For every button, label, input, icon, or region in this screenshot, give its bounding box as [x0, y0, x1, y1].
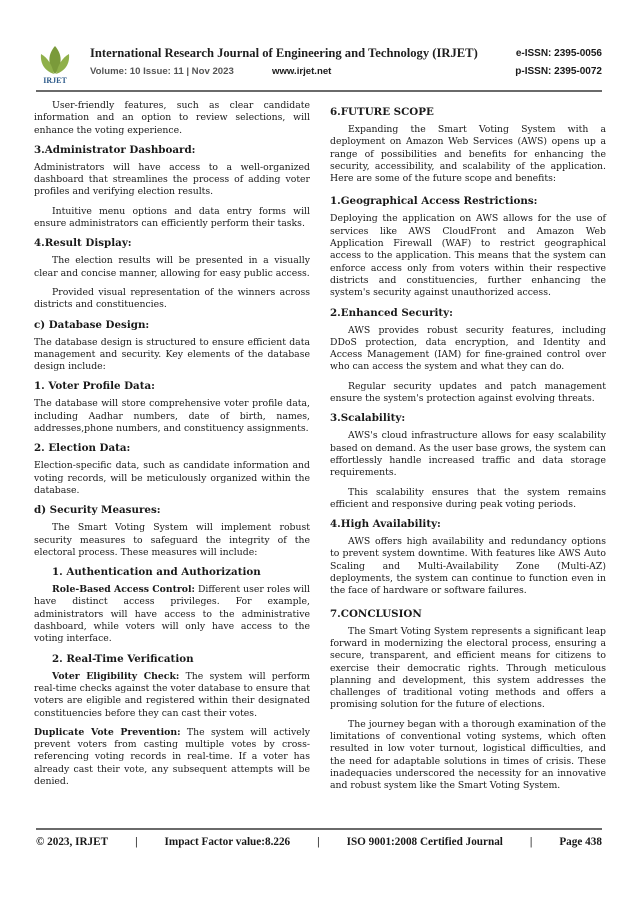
paragraph: User-friendly features, such as clear candidate information and an option to review selections, will enhance the voting experience. — [34, 100, 310, 136]
paragraph: AWS's cloud infrastructure allows for easy scalability based on demand. As the user base grows, the system can effortlessly handle increased traffic and data storage requirements. — [330, 430, 606, 479]
footer-separator: | — [135, 836, 138, 848]
paragraph: Administrators will have access to a well-organized dashboard that streamlines the process of adding voter profiles and verifying election results. — [34, 161, 310, 198]
pissn: p-ISSN: 2395-0072 — [515, 66, 602, 77]
paragraph — [34, 584, 310, 645]
heading-voter-profile: 1. Voter Profile Data: — [34, 380, 155, 393]
paragraph: AWS offers high availability and redundancy options to prevent system downtime. With features like AWS Auto Scaling and Multi-Availability Zone (Multi-AZ) deployments, the system can continue to function even in the face of hardware or software failures. — [330, 536, 606, 597]
paragraph: The journey began with a thorough examination of the limitations of conventional voting systems, which often resulted in low voter turnout, logistical difficulties, and the need for adaptable solutions in times of crisis. These inadequacies underscored the necessity for an innovative and robust system like the Smart Voting System. — [330, 718, 606, 792]
paragraph: The election results will be presented in a visually clear and concise manner, allowing for easy public access. — [34, 255, 310, 279]
paragraph: Election-specific data, such as candidate information and voting records, will be meticulously organized within the database. — [34, 460, 310, 496]
paragraph: AWS provides robust security features, including DDoS protection, data encryption, and Identity and Access Management (IAM) for fine-grained control over who can access the system and what they can do. — [330, 324, 606, 373]
volume-info: Volume: 10 Issue: 11 | Nov 2023 — [90, 66, 234, 77]
right-column — [330, 100, 606, 799]
footer-separator: | — [529, 836, 533, 848]
paragraph: Provided visual representation of the winners across districts and constituencies. — [34, 286, 310, 311]
paragraph — [34, 671, 310, 720]
copyright: © 2023, IRJET — [36, 836, 109, 848]
paragraph: Expanding the Smart Voting System with a deployment on Amazon Web Services (AWS) opens up a range of possibilities and benefits for enhancing the security, accessibility, and scalability of the application. Here are some of the future scope and benefits: — [330, 124, 606, 185]
paragraph: The database design is structured to ensure efficient data management and security. Key elements of the database design include: — [34, 336, 310, 373]
page-number: Page 438 — [559, 836, 602, 848]
heading-database-design: c) Database Design: — [34, 318, 150, 331]
paragraph-text: The system will perform real-time checks against the voter database to ensure that voters are eligible and registered within their designated constituencies before they can cast their votes. — [34, 670, 310, 719]
paragraph: Deploying the application on AWS allows for the use of services like AWS CloudFront and Amazon Web Application Firewall (WAF) to restrict geographical access to the application. This means that the system can enforce access only from voters within their respective districts and constituencies, further enhancing the system's security against unauthorized access. — [330, 213, 606, 299]
paragraph — [34, 727, 310, 788]
term-eligibility: Voter Eligibility Check: — [52, 670, 180, 682]
left-column — [34, 100, 310, 795]
page-footer — [36, 836, 602, 848]
heading-admin-dashboard: 3.Administrator Dashboard: — [34, 143, 196, 156]
heading-election-data: 2. Election Data: — [34, 442, 131, 455]
page-header — [36, 42, 602, 86]
heading-result-display: 4.Result Display: — [34, 237, 132, 250]
heading-enhanced-security: 2.Enhanced Security: — [330, 306, 453, 319]
heading-geo-access: 1.Geographical Access Restrictions: — [330, 195, 538, 208]
paragraph: The database will store comprehensive voter profile data, including Aadhar numbers, date of birth, names, addresses,phone numbers, and constituency assignments. — [34, 398, 310, 435]
heading-conclusion: 7.CONCLUSION — [330, 607, 422, 620]
impact-factor: Impact Factor value:8.226 — [164, 836, 291, 848]
header-rule — [36, 90, 602, 92]
term-rbac: Role-Based Access Control: — [52, 584, 195, 596]
journal-title: International Research Journal of Engineering and Technology (IRJET) — [90, 46, 478, 60]
website-link[interactable]: www.irjet.net — [272, 66, 332, 77]
heading-future-scope: 6.FUTURE SCOPE — [330, 106, 434, 118]
eissn: e-ISSN: 2395-0056 — [515, 48, 602, 59]
iso-certification: ISO 9001:2008 Certified Journal — [346, 836, 503, 848]
heading-realtime-verification: 2. Real-Time Verification — [52, 652, 194, 665]
paragraph: This scalability ensures that the system remains efficient and responsive during peak voting periods. — [330, 486, 606, 510]
term-duplicate: Duplicate Vote Prevention: — [34, 726, 181, 738]
heading-scalability: 3.Scalability: — [330, 412, 406, 425]
footer-separator: | — [317, 836, 320, 848]
paragraph: Intuitive menu options and data entry forms will ensure administrators can efficiently perform their tasks. — [34, 205, 310, 230]
irjet-logo — [36, 44, 74, 84]
paragraph: The Smart Voting System will implement robust security measures to safeguard the integrity of the electoral process. These measures will include: — [34, 522, 310, 558]
paragraph: Regular security updates and patch management ensure the system's protection against evolving threats. — [330, 380, 606, 405]
heading-security-measures: d) Security Measures: — [34, 504, 161, 517]
footer-rule — [36, 828, 602, 830]
paragraph-text: The system will actively prevent voters from casting multiple votes by cross-referencing voting records in real-time. If a voter has already cast their vote, any subsequent attempts will be denied. — [34, 726, 310, 787]
heading-high-availability: 4.High Availability: — [330, 518, 441, 531]
heading-authentication: 1. Authentication and Authorization — [52, 566, 261, 579]
svg-text:IRJET: IRJET — [43, 76, 67, 84]
paragraph: The Smart Voting System represents a significant leap forward in modernizing the electoral process, ensuring a secure, transparent, and efficient means for citizens to exercise their democratic rights. Through meticulous planning and development, this system addresses the challenges of traditional voting methods and offers a promising solution for the future of elections. — [330, 625, 606, 711]
paragraph-text: Different user roles will have distinct access privileges. For example, administrators will have access to the administrative dashboard, while voters will only have access to the voting interface. — [34, 584, 310, 645]
